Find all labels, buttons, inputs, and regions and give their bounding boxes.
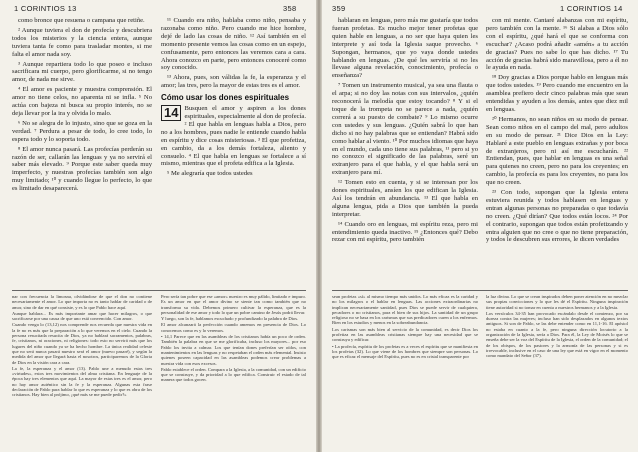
right-running-header: 1 CORINTIOS 14 — [560, 4, 623, 13]
left-running-header: 1 CORINTIOS 13 — [14, 4, 77, 13]
right-page-number: 359 — [332, 4, 346, 13]
left-column-2 — [161, 17, 306, 285]
footnote: Pablo establece el orden. Compara a la Iglesia, a la comunidad, con un edificio que se construye, y da prioridad a lo que edifica. Construir el estado de tal manera que todos gocen. — [161, 366, 306, 383]
footnote-divider — [332, 290, 628, 291]
section-title: Cómo usar los dones espirituales — [161, 93, 290, 103]
verse-paragraph: ⁶ No se alegra de lo injusto, sino que se goza en la verdad. ⁷ Perdura a pesar de todo, lo cree todo, lo espera todo y lo soporta todo. — [12, 119, 152, 143]
verse-paragraph: Busquen el amor y aspiren a los dones espirituales, especialmente al don de profecía. ² El que habla en lenguas habla a Dios, pero no a los hombres, pues nadie le entiende cuando habla en espíritu y dice cosas misteriosas. ³ El que profetiza, en cambio, da a los demás fortaleza, aliento y consuelo. ⁴ El que habla en lenguas se fortalece a sí mismo, mientras que el profeta edifica a la Iglesia. — [161, 105, 306, 168]
verse-paragraph: ¹² Tomen esto en cuenta, y si se interesan por los dones espirituales, ansíen los que edifican la Iglesia. Así los tendrán en abundancia. ¹³ El que habla en alguna lengua, pida a Dios que también la pueda interpretar. — [332, 179, 478, 218]
verse-paragraph: ¹¹ Cuando era niño, hablaba como niño, pensaba y razonaba como niño. Pero cuando me hice hombre, dejé de lado las cosas de niño. ¹² Así también en el momento presente vemos las cosas como en un espejo, confusamente, pero entonces las veremos cara a cara. Ahora conozco en parte, pero entonces conoceré como soy conocido. — [161, 17, 306, 72]
footnote: Pero sería tan pobre que ese «amor» nuestro es muy pálido, limitado e impuro. Es un amor en que el amor divino se siente tan como también que no transforma su vida. Debemos primero cultivar la esperanza, que es la personalidad de ese amor y todo lo que un pobre camino de Jesús podrá llevar. — [161, 294, 306, 315]
right-column-2 — [486, 17, 628, 285]
footnote: sean profetas «sí» al mismo tiempo más unidos. Lo más eficaz es la caridad y no los milagros o el hablar en lenguas. Las acciones extraordinarias no implican necesariamente santidad, pues Dios se puede servir de cualquiera, pecadores o no cristianos, para el bien de sus hijos. La santidad de un grupo religioso no se basa en los carismas que sus predicadores curen a los enfermos. Bien en los estudios y menos en la sobreabundancia. — [332, 294, 478, 326]
verse-paragraph: con mi mente. Cantaré alabanzas con mi espíritu, pero también con la mente. ¹⁶ Si alabas a Dios sólo con el espíritu, ¿qué hará el que se conforma con escuchar? ¿Acaso podrá añadir «amén» a tu acción de gracias? Pues no sabe lo que has dicho. ¹⁷ Tu acción de gracias habrá sido maravillosa, pero a él no le ayuda en nada. — [486, 17, 628, 72]
footnote: La fe, la esperanza y el amor (13). Pablo une a menudo estas tres «virtudes», estos tres movimientos del alma cristiana. En lenguaje de la época hay tres elementos que aquí. La mayor de estas tres es el amor, pero no hay amor auténtico sin la fe y la esperanza. Algunas esta frase declaración de Pablo para hablar lo que es esperanza y lo que es obra de los cristianos. Hay bien al prójimo, ¡qué más se me puede pedir?» — [12, 365, 152, 398]
verse-paragraph: como bronce que resuena o campana que retiñe. — [18, 17, 145, 24]
verse-paragraph: ⁷ Tomen un instrumento musical, ya sea una flauta o el arpa; si no doy las notas con sus intervalos, ¿quién reconocerá la melodía que estoy tocando? ⁸ Y si el toque de la trompeta no se parece a nada, ¿quién correrá a su puesto de combate? ⁹ Lo mismo ocurre con ustedes y sus lenguas. ¿Quién sabrá lo que han dicho si no hay palabras que se entiendan? Habrá sido como hablar al viento. ¹⁰ Por muchos idiomas que haya en el mundo, cada uno tiene sus palabras, ¹¹ pero si yo no conozco el significado de las palabras, seré un extranjero para el que habla, y el que habla será un extranjero para mí. — [332, 82, 478, 177]
footnote: • 14,1 Parece que en las asambleas de los cristianos había un poco de orden. También la palabra en que se me glorificaba, incluso los mayores... por eso Pablo los invita a calmar. Los que tenían dones preferían ser oídos, con mantenimientos en las lenguas y no respetaban el orden más elemental. Insisto quienes poseen capacidad en las asambleas podemos crear problemas a nuestra vida con esos excesos. — [161, 334, 306, 366]
footnote: Cuando venga lo (13,12) nos comprende nos recuerda que nuestra vida en la fe no es más que la preparación a lo que veremos en el cielo. Cuando la persona resucitada resucita de Dios, ya no hablará sacramentos, palabras, fe, cristianos, ni oraciones, ni religiones: todo esto no servirá más que los lugares del niño cuando ya se ha hecho hombre. La única realidad celeste que no será nunca pasará nuestro será el amor (nuevo pasaré), y según la medida del amor que llegará hasta el nosotros, participaremos de la Gloria de Dios en la visión cara a cara. — [12, 322, 152, 365]
verse-paragraph: ¹⁴ Cuando oro en lenguas, mi espíritu reza, pero mi entendimiento queda inactivo. ¹⁵ ¿Entonces qué? Debo rezar con mi espíritu, pero también — [332, 220, 478, 244]
footnote: nar con frecuencia la limosna, olvidándose de que el don no contiene necesariamente el amor. Lo que importa no es tanto hablar de caridad o de amor, sino de dar en qué consiste, y es lo que Pablo hace aquí. — [12, 294, 152, 310]
verse-paragraph: ²⁰ Hermanos, no sean niños en su modo de pensar. Sean como niños en el campo del mal, pero adultos en su modo de pensar. ²¹ Dice Dios en la Ley: Hablaré a este pueblo en lenguas extrañas y por boca de extranjeros, pero ni así me escucharán. ²² Entiendan, pues, que hablar en lenguas es una señal para quienes no creen, pero no para los creyentes; en cambio, la profecía es para los creyentes, no para los que no creen. — [486, 115, 628, 187]
left-page — [0, 0, 316, 452]
verse-paragraph: ⁸ El amor nunca pasará. Las profecías perderán su razón de ser, callarán las lenguas y ya no servirá el saber más elevado. ⁹ Porque este saber queda muy imperfecto, y nuestras profecías también son algo muy limitado; ¹⁰ y cuando llegue lo perfecto, lo que es limitado desaparecerá. — [12, 145, 152, 193]
left-page-number: 358 — [283, 4, 297, 13]
verse-paragraph: ⁵ Me alegraría que todos ustedes — [167, 170, 253, 178]
footnote: Y luego, son la fe, hablamos escuchado y profundizado la palabra de Dios. — [161, 316, 299, 322]
verse-paragraph: ² Aunque tuviera el don de profecía y descubriera todos los misterios y la ciencia entera, aunque tuviera tanta fe como para trasladar montes, si me falta el amor nada soy. — [12, 26, 152, 58]
verse-paragraph: ²³ Con todo, supongan que la Iglesia entera estuviera reunida y todos hablasen en lenguas y entran algunas personas no preparadas o que todavía no creen. ¿Qué dirían? Que todos están locos. ²⁴ Por el contrario, supongan que todos están profetizando y entra alguien que no cree o que no tiene preparación, y todos le descubren sus errores, le dicen verdades — [486, 189, 628, 244]
footnote: El amor alcanzará la perfección cuando amemos en presencia de Dios. Lo conocemos como es y lo veremos. — [161, 322, 306, 333]
footnote: Los versículos 34-35 han provocado escándalo desde el comienzo, por su dureza contra las mujeres; incluso han sido desplazados en algunos textos antiguos. Si son de Pablo, se las debe entender como en 11,1-16. El apóstol no estaba en cuanto a la fe, pero ninguna dirección locutorio a la organización de la Iglesia, sería a Dios. Para él, la Ley de Moisés lo que se enseña debe ser la voz del Espíritu de la Iglesia, el orden de la comunidad; el de los obispos, de los pastores y la armonía de las personas y si es irrevocable, inclusive en el caso de una ley que está en vigor en el momento como mandato del Señor (37). — [486, 310, 628, 359]
right-column-1 — [332, 17, 478, 285]
verse-paragraph: ³ Aunque repartiera todo lo que poseo e incluso sacrificara mi cuerpo, pero glorificarme, si no tengo amor, de nada me sirve. — [12, 60, 152, 84]
footnote: la luz divina. Lo que se crean inspirados deben poner atención en no mezclar sus propias convicciones y lo que les dé el Espíritu. Ninguna inspiración tiene autoridad si no tomar en cuenta a nuestros hermanos y a la Iglesia. — [486, 294, 628, 310]
right-page — [322, 0, 638, 452]
left-footnotes-2 — [161, 294, 306, 450]
right-footnotes-2 — [486, 294, 628, 450]
verse-paragraph: hablaran en lenguas, pero más me gustaría que todos fueran profetas. Es mucho mejor tener profetas que quien hable en lenguas, a no ser que haya quien les interprete y así toda la Iglesia saque provecho. ⁶ Supongan, hermanos, que yo vaya donde ustedes hablando en lenguas. ¿De qué les serviría si no les llevase alguna revelación, conocimiento, profecía o enseñanza? — [332, 17, 478, 80]
footnote: Aunque hablara... Es más importante amar que hacer milagros, o que sacrificarse por una causa de que uno está convencido. Con amor. — [12, 310, 152, 322]
verse-paragraph: ¹³ Ahora, pues, son válidas la fe, la esperanza y el amor; las tres, pero la mayor de estas tres es el amor. — [161, 74, 306, 90]
verse-paragraph: ¹⁸ Doy gracias a Dios porque hablo en lenguas más que todos ustedes. ¹⁹ Pero cuando me encuentro en la asamblea prefiero decir cinco palabras más que sean entendidas y ayuden a los demás, antes que diez mil en lenguas. — [486, 74, 628, 113]
left-column-1 — [12, 17, 152, 285]
footnote: Los carismas son más bien al servicio de la comunidad, es decir Dios los profetiza en las asambleas cristianas siempre hay una necesidad que se construya y edificar. — [332, 326, 478, 343]
footnote: • La profecía, espíritu de los profetas es a veces el espíritu que se manifiesta en los profetas (32). Lo que viene de los hombres que siempre son personas. Lo que es eficaz el mensaje del Espíritu, pues no es en cristal transparente por — [332, 343, 478, 360]
right-footnotes-1 — [332, 294, 478, 450]
chapter-number: 14 — [161, 105, 181, 121]
footnote-divider — [12, 290, 306, 291]
verse-paragraph: ⁴ El amor es paciente y muestra comprensión. El amor no tiene celos, no aparenta ni se infla. ⁵ No actúa con bajeza ni busca su propio interés, no se deja llevar por la ira y olvida lo malo. — [12, 86, 152, 117]
left-footnotes-1 — [12, 294, 152, 450]
